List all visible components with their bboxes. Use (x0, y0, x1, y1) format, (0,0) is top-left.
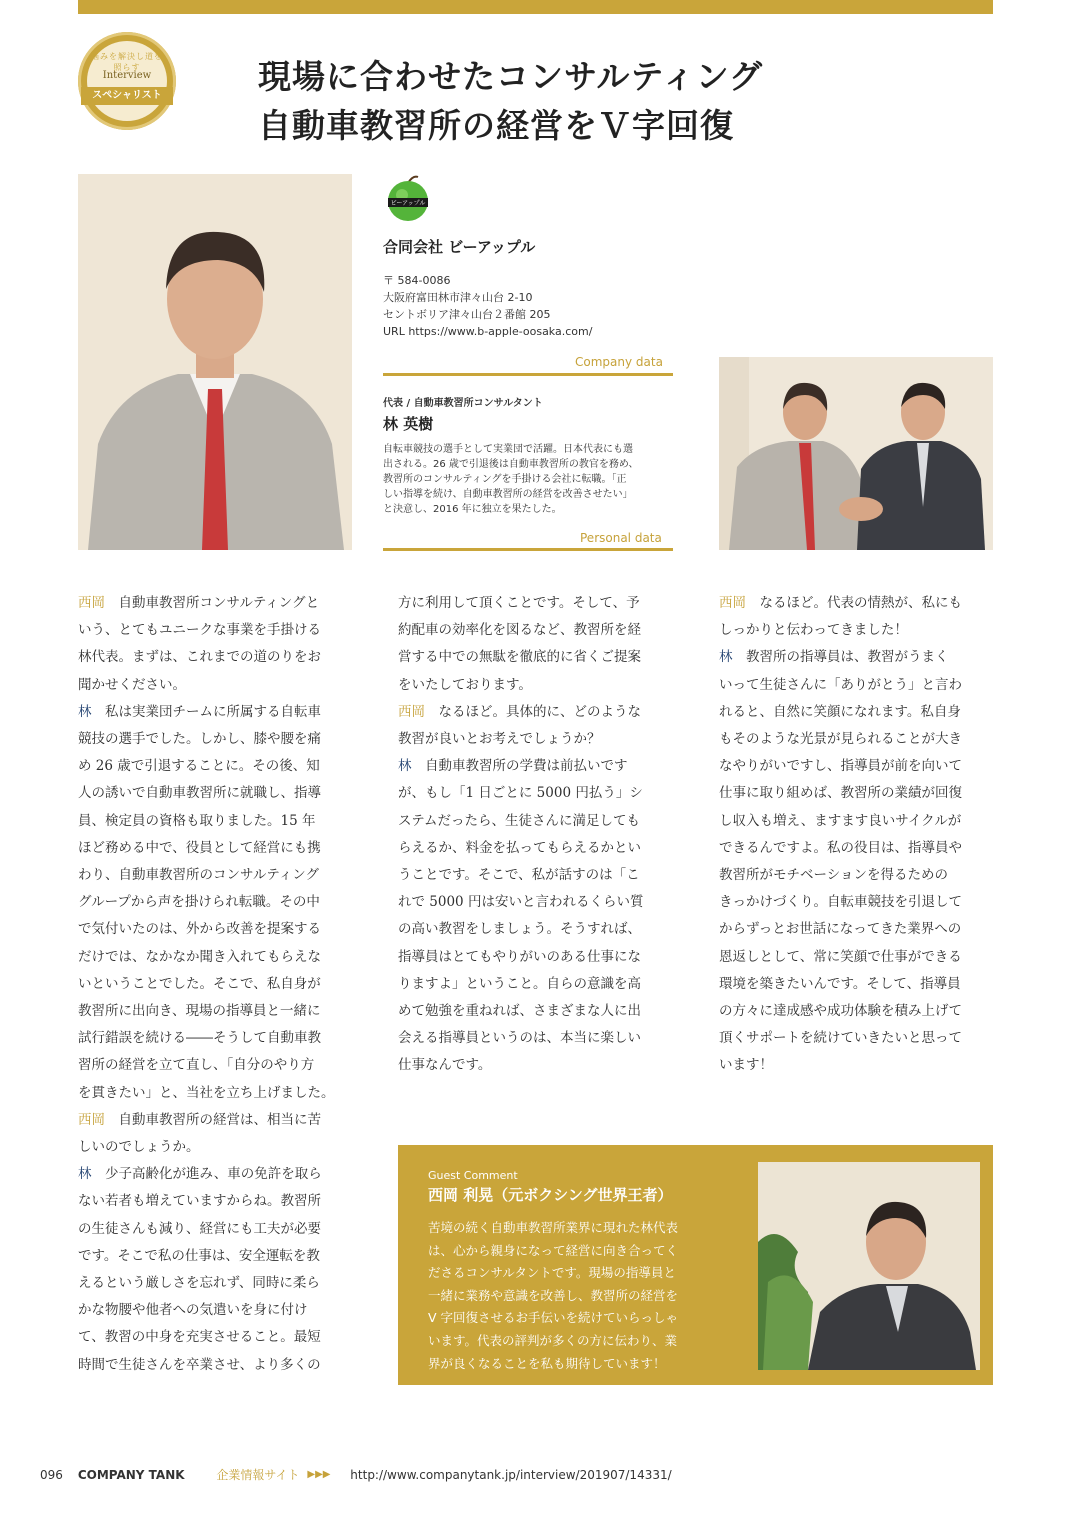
site-label: 企業情報サイト (216, 1468, 300, 1482)
article-text: 私は実業団チームに所属する自転車 (91, 703, 321, 720)
article-text: 時間で生徒さんを卒業させ、より多くの (78, 1356, 321, 1373)
article-text: しいのでしょうか。 (78, 1139, 200, 1156)
article-line (719, 889, 962, 916)
article-line (719, 916, 962, 943)
company-data-divider (383, 373, 673, 376)
speaker-representative: 林 (78, 1166, 92, 1183)
company-name: 合同会社 ビーアップル (383, 238, 536, 256)
article-line (398, 699, 643, 726)
title-line-2: 自動車教習所の経営をＶ字回復 (258, 106, 734, 145)
article-line (719, 944, 962, 971)
article-line (398, 644, 643, 671)
representative-title: 代表 / 自動車教習所コンサルタント (383, 398, 543, 409)
article-line (719, 835, 962, 862)
article-text: 営する中での無駄を徹底的に省くご提案 (398, 649, 641, 666)
article-text: なやりがいですし、指導員が前を向いて (719, 758, 962, 775)
speaker-interviewer: 西岡 (78, 595, 105, 611)
article-text: 聞かせください。 (78, 676, 186, 693)
article-text: 林代表。まずは、これまでの道のりをお (78, 649, 321, 666)
article-text: りますよ」ということ。自らの意識を高 (398, 975, 641, 992)
article-line (719, 753, 962, 780)
article-text: わり、自動車教習所のコンサルティング (78, 867, 319, 884)
article-text: を貫きたい」と、当社を立ち上げました。 (78, 1084, 335, 1101)
article-line (719, 780, 962, 807)
article-line (398, 617, 643, 644)
article-line (78, 971, 335, 998)
article-text: うことです。そこで、私が話すのは「こ (398, 867, 640, 884)
company-logo (383, 173, 433, 223)
article-text: 自動車教習所の学費は前払いです (411, 758, 628, 775)
guest-comment-text: 苦境の続く自動車教習所業界に現れた林代表 は、心から親身になって経営に向き合ってく ださるコンサルタントです。現場の指導員と 一緒に業務や意識を改善し、教習所の経営を V 字回復させるお手伝いを続けていらっしゃ います。代表の評判が多くの方に伝わり、業 界が良くなることを私も期待しています！ (428, 1220, 679, 1371)
article-line (78, 780, 335, 807)
top-color-band (78, 0, 993, 14)
article-line (78, 1161, 335, 1188)
article-text: いということでした。そこで、私自身が (78, 975, 321, 992)
article-text: いって生徒さんに「ありがとう」と言わ (719, 676, 962, 693)
article-text: の高い教習をしましょう。そうすれば、 (398, 921, 641, 938)
article-text: で気付いたのは、外から改善を提案する (78, 921, 321, 938)
article-line (78, 644, 335, 671)
arrow-icon: ▶▶▶ (307, 1469, 331, 1480)
article-column-1 (78, 590, 335, 1379)
article-text: 員、検定員の資格も取りました。15 年 (78, 812, 316, 829)
article-line (719, 1025, 962, 1052)
article-line (719, 971, 962, 998)
article-text: いう、とてもユニークな事業を手掛ける (78, 622, 321, 639)
article-text: なるほど。代表の情熱が、私にも (746, 595, 962, 611)
article-line (78, 835, 335, 862)
article-line (78, 1216, 335, 1243)
article-text: います！ (719, 1057, 773, 1074)
article-line (78, 617, 335, 644)
article-line (398, 889, 643, 916)
company-zip: 〒 584-0086 (383, 274, 451, 287)
page-footer (40, 1466, 672, 1483)
company-address (383, 272, 592, 340)
representative-bio: 自転車競技の選手として実業団で活躍。日本代表にも選 出される。26 歳で引退後は自動車教習所の教官を務め、 教習所のコンサルティングを手掛ける会社に転職。「正 しい指導を続け、自動車教習所の経営を改善させたい」 と決意し、2016 年に独立を果たした。 (383, 444, 639, 515)
personal-data-label: Personal data (580, 531, 662, 545)
guest-photo (758, 1162, 980, 1370)
article-line (719, 862, 962, 889)
article-text: かな物腰や他者への気遣いを身に付け (78, 1302, 308, 1319)
article-text: 少子高齢化が進み、車の免許を取ら (91, 1166, 322, 1183)
article-line (719, 808, 962, 835)
article-line (719, 644, 962, 671)
brand-logo: COMPANY TANK (77, 1467, 185, 1482)
article-line (398, 998, 643, 1025)
article-text: 教習が良いとお考えでしょうか？ (398, 731, 601, 748)
article-text: 教習所の指導員は、教習がうまく (732, 649, 949, 666)
company-url[interactable]: URL https://www.b-apple-oosaka.com/ (383, 325, 593, 338)
article-text: だけでは、なかなか聞き入れてもらえな (78, 948, 321, 965)
article-line (78, 1052, 335, 1079)
article-line (398, 590, 643, 617)
badge-interview-text: Interview (102, 70, 152, 81)
interview-badge (78, 32, 176, 130)
speaker-representative: 林 (78, 703, 92, 720)
company-data-label: Company data (575, 355, 663, 369)
article-text: の方々に達成感や成功体験を積み上げて (719, 1003, 962, 1020)
article-line (78, 1107, 335, 1134)
badge-ribbon: スペシャリスト (81, 87, 173, 105)
article-text: もそのような光景が見られることが大き (719, 731, 962, 748)
article-line (398, 780, 643, 807)
article-text: 指導員はとてもやりがいのある仕事にな (398, 948, 641, 965)
article-text: 試行錯誤を続ける――そうして自動車教 (78, 1030, 321, 1047)
article-line (719, 699, 962, 726)
article-line (398, 1052, 643, 1079)
article-text: の生徒さんも減り、経営にも工夫が必要 (78, 1220, 321, 1237)
article-line (78, 590, 335, 617)
speaker-interviewer: 西岡 (78, 1111, 105, 1128)
article-text: をいたしております。 (398, 676, 532, 693)
article-line (719, 672, 962, 699)
article-text: 教習所に出向き、現場の指導員と一緒に (78, 1003, 321, 1020)
article-text: 人の誘いで自動車教習所に就職し、指導 (78, 785, 321, 802)
article-text: えるという厳しさを忘れず、同時に柔ら (78, 1275, 320, 1292)
article-line (78, 862, 335, 889)
article-line (398, 862, 643, 889)
article-text: 自動車教習所の経営は、相当に苦 (105, 1111, 321, 1128)
article-line (78, 1025, 335, 1052)
personal-data-divider (383, 548, 673, 551)
article-line (398, 753, 643, 780)
article-line (78, 753, 335, 780)
article-text: しっかりと伝わってきました！ (719, 622, 908, 639)
article-line (78, 1324, 335, 1351)
page-number: 096 (40, 1467, 63, 1482)
representative-name: 林 英樹 (383, 415, 434, 433)
badge-top-text: 悩みを解決し道を照らす (91, 52, 163, 72)
article-column-3 (719, 590, 962, 1080)
article-line (398, 726, 643, 753)
article-text: できるんですよ。私の役目は、指導員や (719, 839, 962, 856)
guest-comment-box (398, 1145, 993, 1385)
article-text: らえるか、料金を払ってもらえるかとい (398, 839, 641, 856)
article-text: ステムだったら、生徒さんに満足しても (398, 812, 641, 829)
article-line (398, 835, 643, 862)
article-line (78, 726, 335, 753)
article-text: からずっとお世話になってきた業界への (719, 921, 962, 938)
article-line (78, 944, 335, 971)
article-text: れると、自然に笑顔になれます。私自身 (719, 703, 961, 720)
article-line (78, 1297, 335, 1324)
article-line (398, 672, 643, 699)
article-text: れで 5000 円は安いと言われるくらい質 (398, 894, 644, 911)
article-text: きっかけづくり。自転車競技を引退して (719, 894, 962, 911)
article-text: 頂くサポートを続けていきたいと思って (719, 1030, 962, 1047)
article-text: なるほど。具体的に、どのような (425, 703, 641, 720)
svg-text:ビーアップル: ビーアップル (390, 200, 426, 207)
article-text: 仕事なんです。 (398, 1057, 492, 1074)
article-line (719, 617, 962, 644)
article-line (398, 916, 643, 943)
article-line (78, 889, 335, 916)
article-line (78, 1080, 335, 1107)
article-text: が、もし「1 日ごとに 5000 円払う」シ (398, 785, 643, 802)
handshake-photo (719, 357, 993, 550)
article-line (719, 1052, 962, 1079)
company-address-line: セントボリア津々山台２番館 205 (383, 308, 551, 321)
article-line (78, 1188, 335, 1215)
article-line (78, 699, 335, 726)
article-line (719, 726, 962, 753)
title-line-1: 現場に合わせたコンサルティング (258, 57, 764, 96)
article-text: 環境を築きたいんです。そして、指導員 (719, 975, 961, 992)
article-text: 教習所がモチベーションを得るための (719, 867, 948, 884)
article-line (78, 916, 335, 943)
article-line (398, 944, 643, 971)
article-text: ない若者も増えていますからね。教習所 (78, 1193, 321, 1210)
article-text: め 26 歳で引退することに。その後、知 (78, 758, 320, 775)
article-line (78, 1270, 335, 1297)
article-line (78, 1352, 335, 1379)
article-line (398, 971, 643, 998)
article-line (78, 672, 335, 699)
article-line (719, 590, 962, 617)
article-text: ほど務める中で、役員として経営にも携 (78, 839, 321, 856)
guest-comment-label: Guest Comment (428, 1169, 518, 1182)
speaker-interviewer: 西岡 (398, 703, 425, 720)
article-line (398, 1025, 643, 1052)
article-text: です。そこで私の仕事は、安全運転を教 (78, 1247, 320, 1264)
speaker-representative: 林 (719, 649, 733, 666)
page-title (258, 52, 763, 150)
speaker-representative: 林 (398, 758, 412, 775)
portrait-photo (78, 174, 352, 550)
article-text: 方に利用して頂くことです。そして、予 (398, 595, 640, 611)
article-text: グループから声を掛けられ転職。その中 (78, 894, 320, 911)
article-text: し収入も増え、ますます良いサイクルが (719, 812, 962, 829)
speaker-interviewer: 西岡 (719, 595, 746, 611)
article-column-2 (398, 590, 643, 1080)
article-text: 仕事に取り組めば、教習所の業績が回復 (719, 785, 962, 802)
article-text: 約配車の効率化を図るなど、教習所を経 (398, 622, 641, 639)
article-line (719, 998, 962, 1025)
company-address-line: 大阪府富田林市津々山台 2-10 (383, 291, 533, 304)
guest-name: 西岡 利晃（元ボクシング世界王者） (428, 1186, 673, 1204)
article-line (78, 998, 335, 1025)
article-text: 習所の経営を立て直し、「自分のやり方 (78, 1057, 315, 1074)
article-url-link[interactable]: http://www.companytank.jp/interview/201907/14331/ (350, 1467, 672, 1482)
article-text: 自動車教習所コンサルティングと (105, 595, 320, 611)
article-line (78, 808, 335, 835)
article-text: 競技の選手でした。しかし、膝や腰を痛 (78, 731, 321, 748)
article-text: て、教習の中身を充実させること。最短 (78, 1329, 321, 1346)
article-line (398, 808, 643, 835)
article-text: めて勉強を重ねれば、さまざまな人に出 (398, 1003, 641, 1020)
article-text: 会える指導員というのは、本当に楽しい (398, 1030, 641, 1047)
article-text: 恩返しとして、常に笑顔で仕事ができる (719, 948, 962, 965)
article-line (78, 1134, 335, 1161)
article-line (78, 1243, 335, 1270)
